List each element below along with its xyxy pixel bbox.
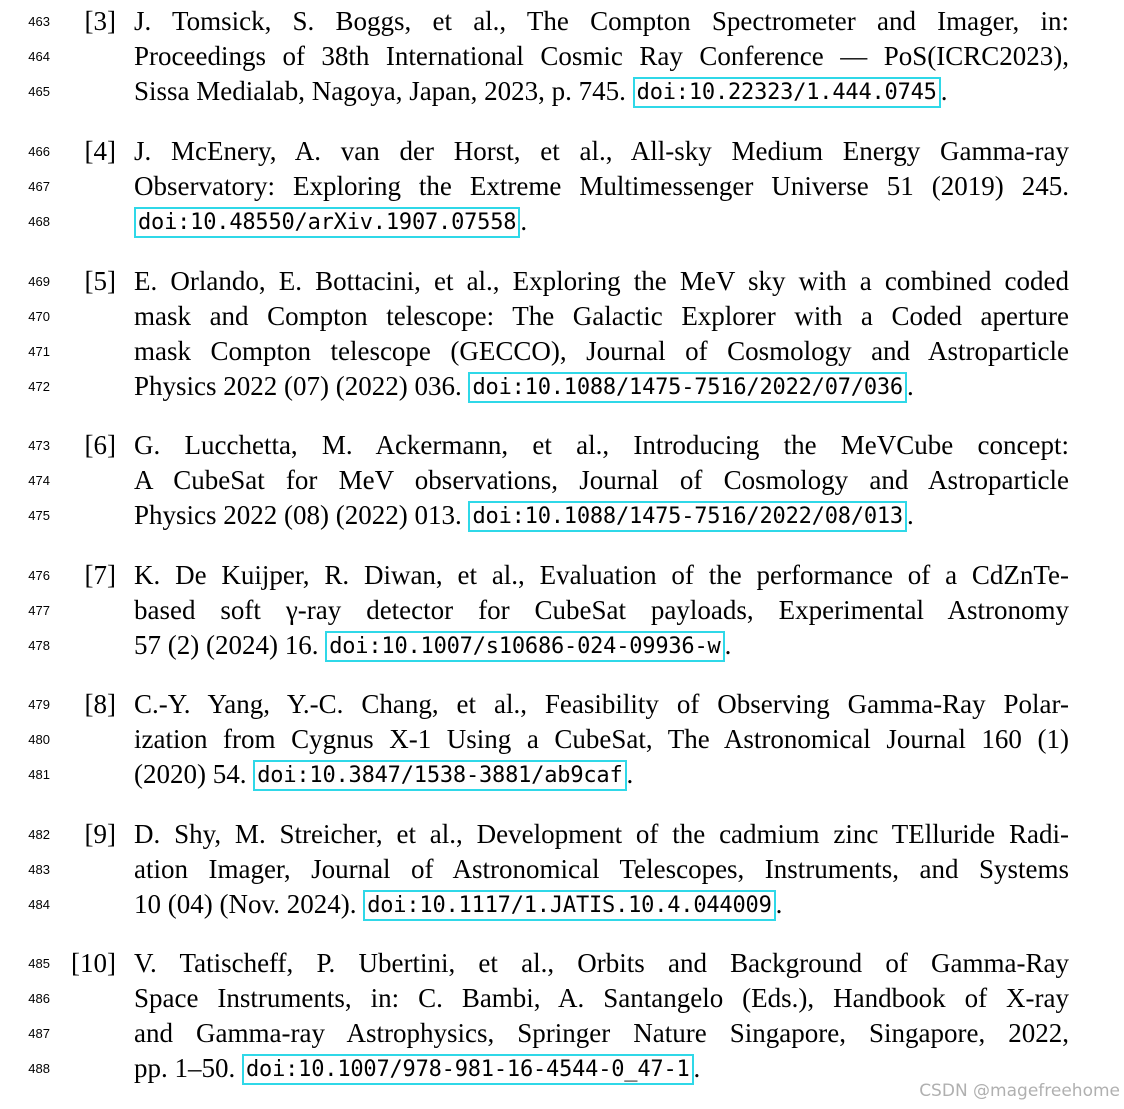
reference-text-content: J. McEnery, A. van der Horst, et al., All-sky Medium Energy Gamma-ray [134, 136, 1069, 166]
line-number: 485 [28, 956, 50, 971]
reference-text-content: G. Lucchetta, M. Ackermann, et al., Introducing the MeVCube concept: [134, 430, 1069, 460]
reference-text-content: pp. 1–50. [134, 1053, 242, 1083]
line-number: 478 [28, 638, 50, 653]
reference-text-content: mask Compton telescope (GECCO), Journal of Cosmology and Astroparticle [134, 336, 1069, 366]
reference-text [134, 757, 1069, 792]
reference-text [134, 981, 1069, 1016]
reference-text [134, 722, 1069, 757]
reference-text [134, 558, 1069, 593]
line-number: 466 [28, 144, 50, 159]
reference-text [134, 628, 1069, 663]
reference-text-content: Physics 2022 (08) (2022) 013. [134, 500, 469, 530]
reference-line [0, 687, 1124, 722]
trailing-punctuation: . [906, 500, 914, 530]
reference-line [0, 887, 1124, 922]
doi-link[interactable]: doi:10.1088/1475-7516/2022/08/013 [468, 501, 907, 532]
reference-line [0, 204, 1124, 239]
watermark: CSDN @magefreehome [919, 1081, 1120, 1101]
reference-line [0, 134, 1124, 169]
reference-line [0, 757, 1124, 792]
reference-line [0, 593, 1124, 628]
line-number: 463 [28, 14, 50, 29]
line-number: 479 [28, 697, 50, 712]
reference-line [0, 264, 1124, 299]
line-number: 484 [28, 897, 50, 912]
line-number: 474 [28, 473, 50, 488]
reference-text [134, 204, 1069, 239]
doi-link[interactable]: doi:10.48550/arXiv.1907.07558 [134, 207, 520, 238]
line-number: 475 [28, 508, 50, 523]
trailing-punctuation: . [775, 889, 783, 919]
reference-text-content: Sissa Medialab, Nagoya, Japan, 2023, p. 745. [134, 76, 633, 106]
reference-line [0, 334, 1124, 369]
trailing-punctuation: . [626, 759, 634, 789]
reference-text-content: J. Tomsick, S. Boggs, et al., The Compton Spectrometer and Imager, in: [134, 6, 1069, 36]
reference-text [134, 887, 1069, 922]
reference-line [0, 852, 1124, 887]
line-number: 488 [28, 1061, 50, 1076]
reference-text-content: V. Tatischeff, P. Ubertini, et al., Orbits and Background of Gamma-Ray [134, 948, 1069, 978]
line-number: 469 [28, 274, 50, 289]
reference-text [134, 169, 1069, 204]
line-number: 470 [28, 309, 50, 324]
line-number: 465 [28, 84, 50, 99]
trailing-punctuation: . [520, 206, 528, 236]
trailing-punctuation: . [906, 371, 914, 401]
reference-line [0, 169, 1124, 204]
reference-text [134, 852, 1069, 887]
line-number: 483 [28, 862, 50, 877]
trailing-punctuation: . [693, 1053, 701, 1083]
reference-text-content: A CubeSat for MeV observations, Journal of Cosmology and Astroparticle [134, 465, 1069, 495]
reference-line [0, 369, 1124, 404]
reference-text [134, 593, 1069, 628]
reference-text-content: (2020) 54. [134, 759, 254, 789]
line-number: 487 [28, 1026, 50, 1041]
reference-text [134, 428, 1069, 463]
line-number: 476 [28, 568, 50, 583]
reference-text-content: based soft γ-ray detector for CubeSat payloads, Experimental Astronomy [134, 595, 1069, 625]
line-number: 473 [28, 438, 50, 453]
line-number: 472 [28, 379, 50, 394]
reference-line [0, 299, 1124, 334]
reference-text [134, 264, 1069, 299]
reference-text [134, 4, 1069, 39]
reference-label: [3] [84, 6, 116, 36]
reference-line [0, 722, 1124, 757]
reference-text-content: E. Orlando, E. Bottacini, et al., Exploring the MeV sky with a combined coded [134, 266, 1069, 296]
reference-text-content: C.-Y. Yang, Y.-C. Chang, et al., Feasibility of Observing Gamma-Ray Polar- [134, 689, 1069, 719]
reference-line [0, 498, 1124, 533]
reference-text [134, 299, 1069, 334]
reference-line [0, 1016, 1124, 1051]
reference-text [134, 1016, 1069, 1051]
reference-text-content: 10 (04) (Nov. 2024). [134, 889, 364, 919]
reference-text-content: mask and Compton telescope: The Galactic Explorer with a Coded aperture [134, 301, 1069, 331]
reference-label: [4] [84, 136, 116, 166]
reference-label: [7] [84, 560, 116, 590]
reference-line [0, 463, 1124, 498]
line-number: 464 [28, 49, 50, 64]
reference-line [0, 817, 1124, 852]
trailing-punctuation: . [724, 630, 732, 660]
doi-link[interactable]: doi:10.1007/978-981-16-4544-0_47-1 [242, 1054, 694, 1085]
reference-line [0, 428, 1124, 463]
trailing-punctuation: . [940, 76, 948, 106]
reference-text-content: D. Shy, M. Streicher, et al., Development of the cadmium zinc TElluride Radi- [134, 819, 1069, 849]
reference-text [134, 687, 1069, 722]
reference-label: [8] [84, 689, 116, 719]
reference-text-content: Proceedings of 38th International Cosmic Ray Conference — PoS(ICRC2023), [134, 41, 1069, 71]
reference-text-content: Space Instruments, in: C. Bambi, A. Santangelo (Eds.), Handbook of X-ray [134, 983, 1069, 1013]
line-number: 471 [28, 344, 50, 359]
line-number: 468 [28, 214, 50, 229]
line-number: 481 [28, 767, 50, 782]
line-number: 482 [28, 827, 50, 842]
line-number: 486 [28, 991, 50, 1006]
reference-text-content: Physics 2022 (07) (2022) 036. [134, 371, 469, 401]
doi-link[interactable]: doi:10.22323/1.444.0745 [633, 77, 941, 108]
reference-text [134, 74, 1069, 109]
doi-link[interactable]: doi:10.3847/1538-3881/ab9caf [253, 760, 626, 791]
doi-link[interactable]: doi:10.1117/1.JATIS.10.4.044009 [363, 890, 775, 921]
reference-text [134, 817, 1069, 852]
reference-text [134, 463, 1069, 498]
reference-text [134, 946, 1069, 981]
reference-text-content: Observatory: Exploring the Extreme Multimessenger Universe 51 (2019) 245. [134, 171, 1069, 201]
reference-text-content: K. De Kuijper, R. Diwan, et al., Evaluation of the performance of a CdZnTe- [134, 560, 1069, 590]
reference-text [134, 369, 1069, 404]
reference-text [134, 134, 1069, 169]
reference-label: [5] [84, 266, 116, 296]
doi-link[interactable]: doi:10.1007/s10686-024-09936-w [325, 631, 724, 662]
reference-line [0, 981, 1124, 1016]
reference-label: [6] [84, 430, 116, 460]
reference-text-content: ization from Cygnus X-1 Using a CubeSat, The Astronomical Journal 160 (1) [134, 724, 1069, 754]
reference-label: [9] [84, 819, 116, 849]
reference-line [0, 4, 1124, 39]
reference-text [134, 334, 1069, 369]
doi-link[interactable]: doi:10.1088/1475-7516/2022/07/036 [468, 372, 907, 403]
reference-line [0, 39, 1124, 74]
reference-text [134, 39, 1069, 74]
reference-text [134, 498, 1069, 533]
line-number: 467 [28, 179, 50, 194]
reference-line [0, 628, 1124, 663]
reference-label: [10] [71, 948, 116, 978]
reference-text-content: ation Imager, Journal of Astronomical Telescopes, Instruments, and Systems [134, 854, 1069, 884]
reference-text-content: and Gamma-ray Astrophysics, Springer Nature Singapore, Singapore, 2022, [134, 1018, 1069, 1048]
reference-line [0, 558, 1124, 593]
reference-line [0, 946, 1124, 981]
line-number: 477 [28, 603, 50, 618]
line-number: 480 [28, 732, 50, 747]
reference-text-content: 57 (2) (2024) 16. [134, 630, 326, 660]
reference-line [0, 74, 1124, 109]
